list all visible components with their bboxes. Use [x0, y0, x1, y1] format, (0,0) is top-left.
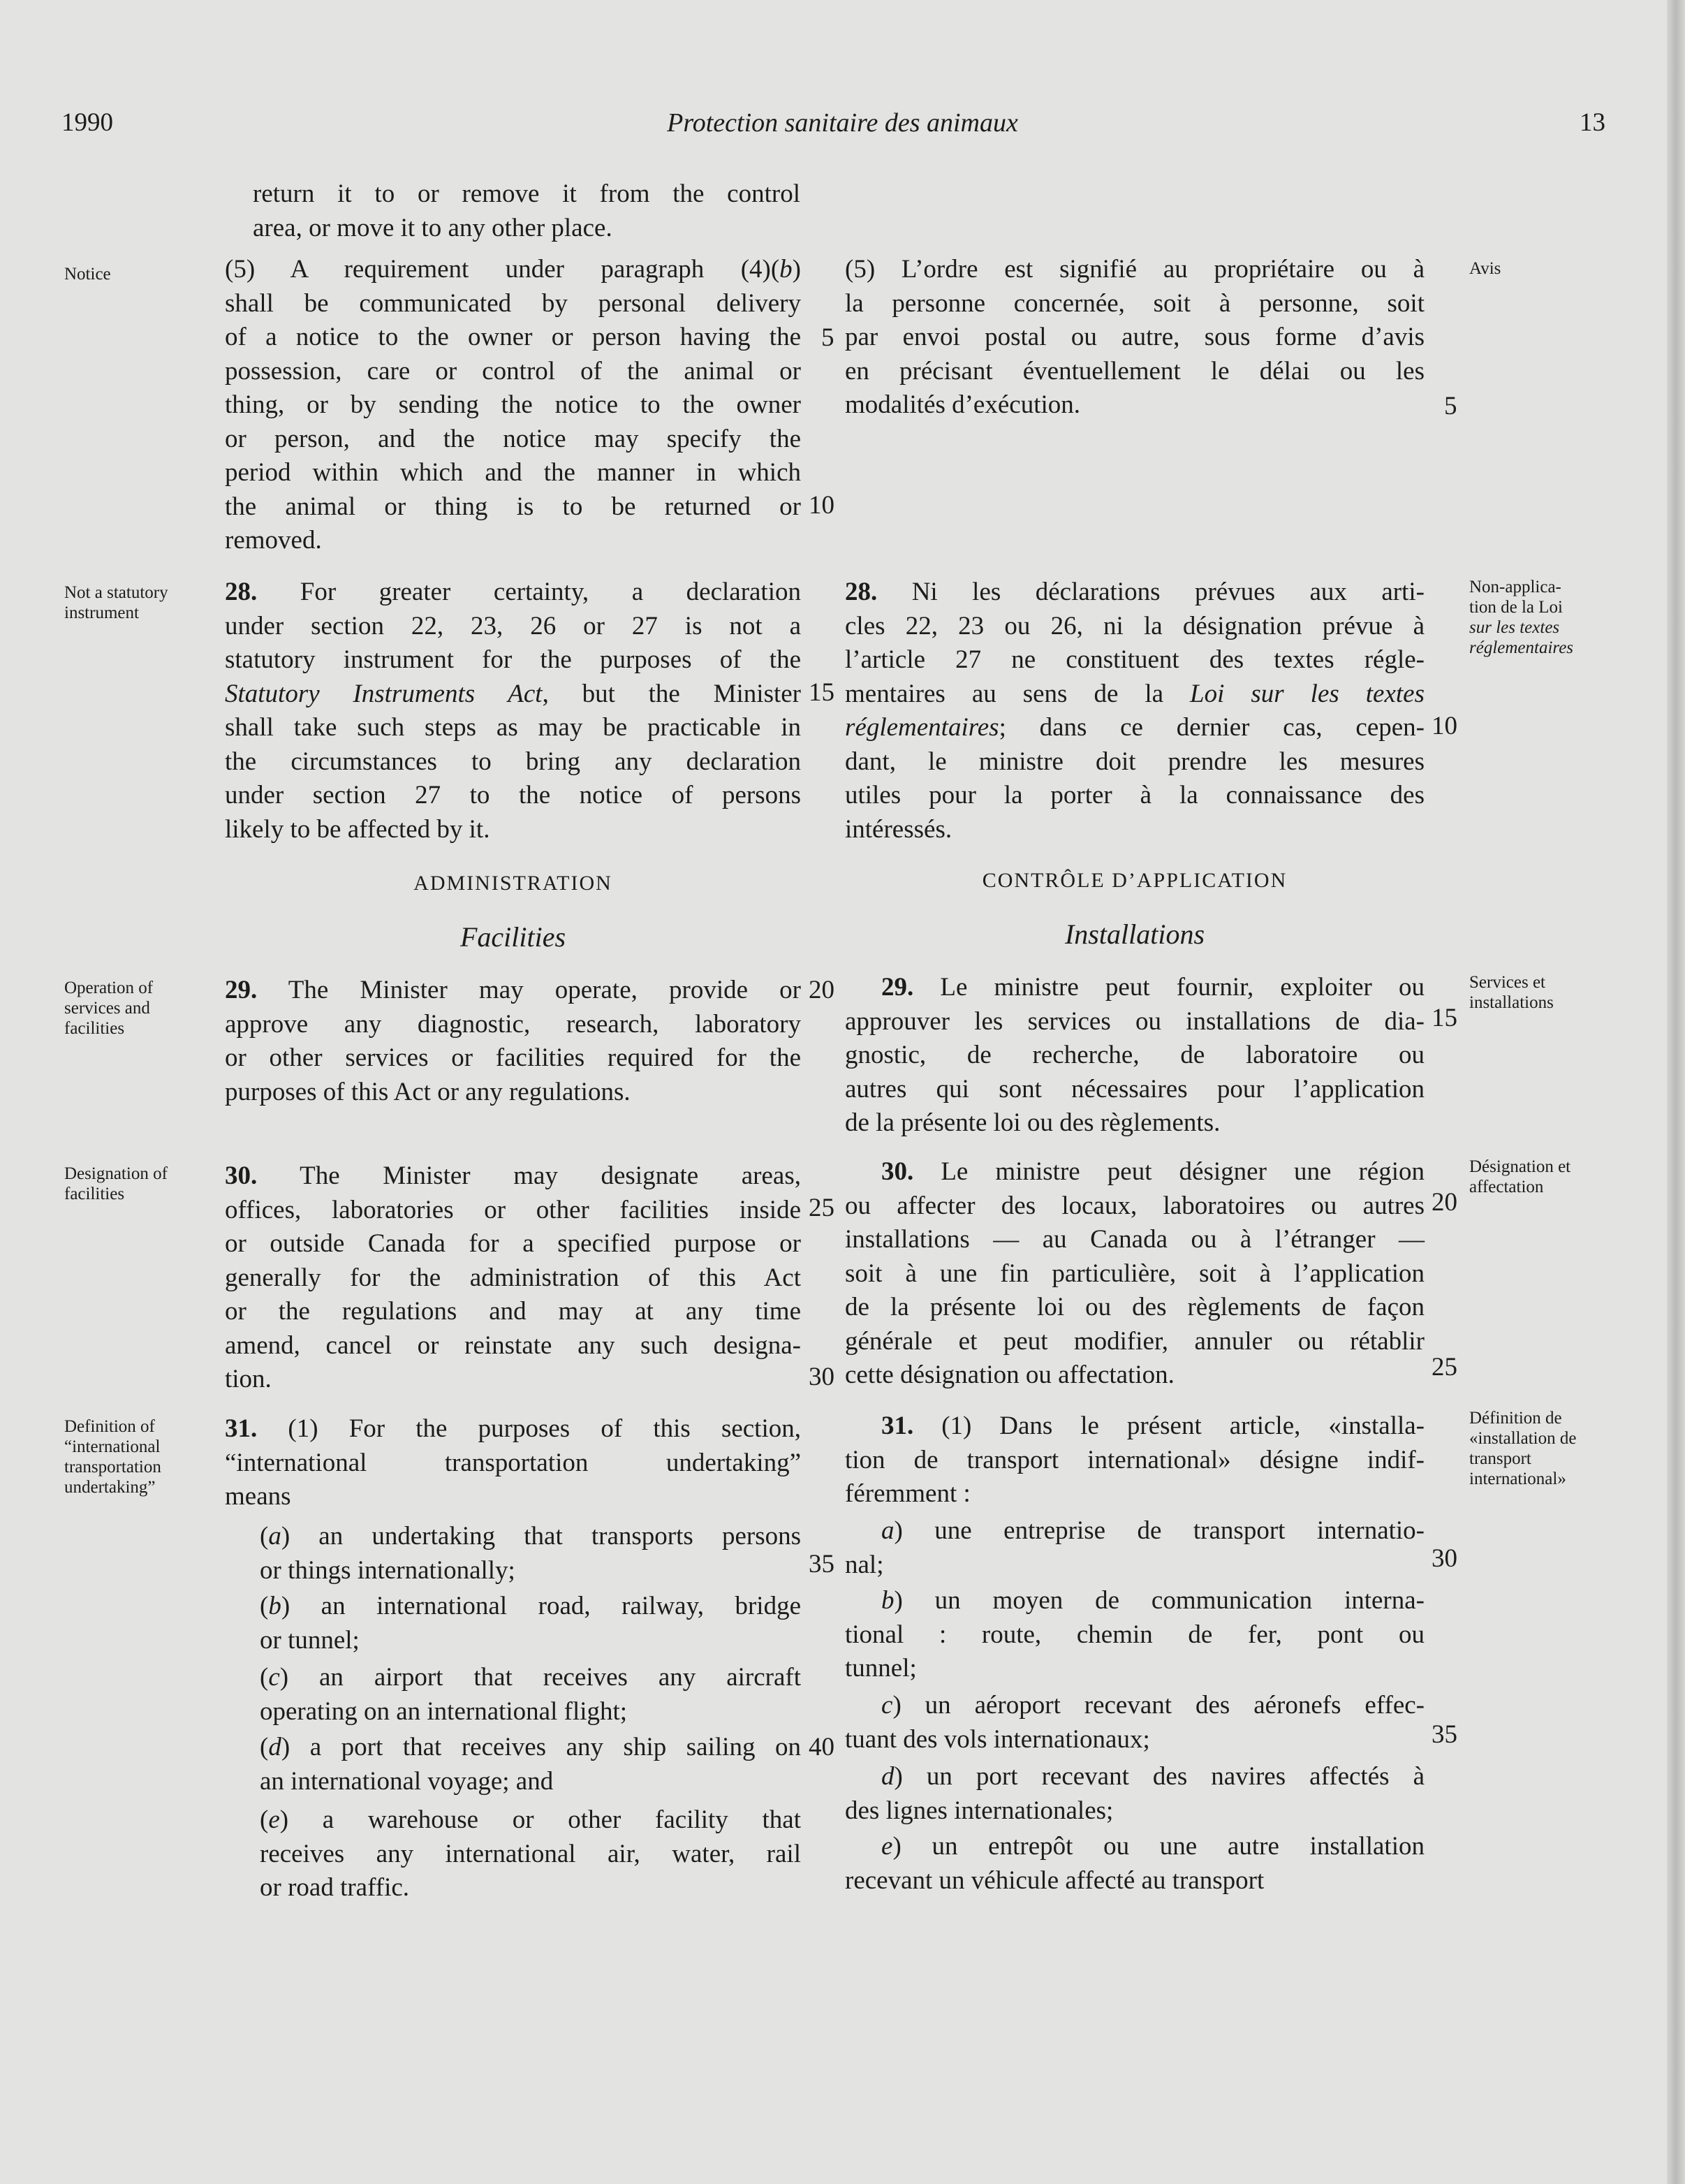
margin-note-not-statutory: Not a statutory instrument: [64, 583, 168, 622]
fr-s29-rest: approuver les services ou installations de dia- gnostic, de recherche, de laboratoire ou autres qui sont nécessaires pour l’application de la présente loi ou des règlements.: [845, 1006, 1425, 1137]
margin-note-services: Services et installations: [1469, 973, 1554, 1012]
line-number-fr-25: 25: [1432, 1353, 1457, 1382]
line-number-fr-20: 20: [1432, 1188, 1457, 1217]
en-s31-d: (d) a port that receives any ship sailing on an international voyage; and: [260, 1733, 801, 1796]
fr-heading-part: CONTRÔLE D’APPLICATION: [982, 869, 1288, 892]
fr-heading-sub: Installations: [1064, 918, 1205, 950]
header-year: 1990: [61, 108, 113, 137]
fr-s31-a-rest: nal;: [845, 1550, 884, 1579]
line-number-en-35: 35: [809, 1550, 834, 1578]
line-number-fr-5: 5: [1444, 392, 1457, 420]
en-s31-b: (b) an international road, railway, bridge or tunnel;: [260, 1592, 801, 1655]
en-s31-intro: 31. (1) For the purposes of this section, “international transportation undertaking” means: [225, 1414, 801, 1511]
fr-s31-b: b) un moyen de communication interna-: [881, 1586, 1425, 1615]
fr-s31-a: a) une entreprise de transport internatio-: [881, 1516, 1425, 1545]
en-s31-e: (e) a warehouse or other facility that receives any international air, water, rail or road traffic.: [260, 1805, 801, 1902]
fr-s31-e: e) un entrepôt ou une autre installation: [881, 1832, 1425, 1861]
line-number-fr-35: 35: [1432, 1720, 1457, 1749]
fr-s29: 29. Le ministre peut fournir, exploiter ou: [881, 973, 1425, 1002]
en-s31-c: (c) an airport that receives any aircraft operating on an international flight;: [260, 1663, 801, 1726]
line-number-en-40: 40: [809, 1733, 834, 1761]
fr-s31-d: d) un port recevant des navires affectés à: [881, 1762, 1425, 1791]
fr-s30: 30. Le ministre peut désigner une région: [881, 1157, 1425, 1186]
margin-note-notice: Notice: [64, 265, 111, 284]
en-s29: 29. The Minister may operate, provide or approve any diagnostic, research, laboratory or other services or facilities required for the purposes of this Act or any regulations.: [225, 976, 801, 1106]
page-edge-shadow: [1667, 0, 1685, 2184]
margin-note-definition: Definition of “international transportation undertaking”: [64, 1417, 161, 1497]
fr-s31-intro-rest: tion de transport international» désigne indif- féremment :: [845, 1445, 1425, 1508]
fr-s31-c: c) un aéroport recevant des aéronefs effec-: [881, 1691, 1425, 1720]
line-number-en-20: 20: [809, 976, 834, 1004]
fr-s28: 28. Ni les déclarations prévues aux arti- cles 22, 23 ou 26, ni la désignation prévue à l’article 27 ne constituent des textes régle- mentaires au sens de la Loi sur les textes réglementaires; dans ce dernier cas, cepen- dant, le ministre doit prendre les mesures utiles pour la porter à la connaissance des intéressés.: [845, 578, 1425, 844]
line-number-fr-30: 30: [1432, 1544, 1457, 1573]
fr-s31-intro: 31. (1) Dans le présent article, «installa-: [881, 1412, 1425, 1440]
en-s28: 28. For greater certainty, a declaration under section 22, 23, 26 or 27 is not a statutory instrument for the purposes of the Statutory Instruments Act, but the Minister shall take such steps as may be practicable in the circumstances to bring any declaration under section 27 to the notice of persons likely to be affected by it.: [225, 578, 801, 844]
margin-note-designation-fr: Désignation et affectation: [1469, 1157, 1571, 1196]
en-heading-sub: Facilities: [459, 921, 566, 953]
fr-s30-rest: ou affecter des locaux, laboratoires ou autres installations — au Canada ou à l’étranger — soit à une fin particulière, soit à l’application de la présente loi ou des règlements de façon générale et peut modifier, annuler ou rétablir cette désignation ou affectation.: [845, 1191, 1425, 1389]
line-number-en-30: 30: [809, 1363, 834, 1391]
fr-s31-d-rest: des lignes internationales;: [845, 1796, 1114, 1825]
header-title: Protection sanitaire des animaux: [667, 108, 1018, 138]
line-number-fr-10: 10: [1432, 712, 1457, 740]
en-s30: 30. The Minister may designate areas, offices, laboratories or other facilities inside or outside Canada for a specified purpose or generally for the administration of this Act or the regulations and may at any time amend, cancel or reinstate any such designa- tion.: [225, 1161, 801, 1393]
line-number-en-10: 10: [809, 491, 834, 520]
line-number-en-5: 5: [821, 323, 834, 352]
en-s27-5: (5) A requirement under paragraph (4)(b) shall be communicated by personal delivery of a notice to the owner or person having the possession, care or control of the animal or thing, or by sending the notice to the owner or person, and the notice may specify the period within which and the manner in which the animal or thing is to be returned or removed.: [225, 255, 801, 555]
margin-note-designation: Designation of facilities: [64, 1164, 168, 1203]
fr-s31-c-rest: tuant des vols internationaux;: [845, 1724, 1150, 1754]
en-s27-4-continuation: return it to or remove it from the control area, or move it to any other place.: [253, 179, 800, 242]
fr-s31-b-rest: tional : route, chemin de fer, pont ou tunnel;: [845, 1620, 1425, 1683]
line-number-en-25: 25: [809, 1194, 834, 1222]
en-heading-part: ADMINISTRATION: [413, 872, 612, 895]
line-number-fr-15: 15: [1432, 1004, 1457, 1032]
margin-note-definition-fr: Définition de «installation de transport international»: [1469, 1409, 1577, 1488]
header-page-number: 13: [1580, 108, 1605, 137]
margin-note-operation: Operation of services and facilities: [64, 979, 154, 1038]
fr-s31-e-rest: recevant un véhicule affecté au transport: [845, 1866, 1265, 1895]
line-number-en-15: 15: [809, 678, 834, 707]
margin-note-non-application: Non-applica- tion de la Loi sur les textes réglementaires: [1469, 578, 1574, 657]
en-s31-a: (a) an undertaking that transports persons or things internationally;: [260, 1522, 801, 1585]
margin-note-avis: Avis: [1469, 259, 1501, 278]
fr-s27-5: (5) L’ordre est signifié au propriétaire ou à la personne concernée, soit à personne, soit par envoi postal ou autre, sous forme d’avis en précisant éventuellement le délai ou les modalités d’exécution.: [845, 255, 1425, 419]
